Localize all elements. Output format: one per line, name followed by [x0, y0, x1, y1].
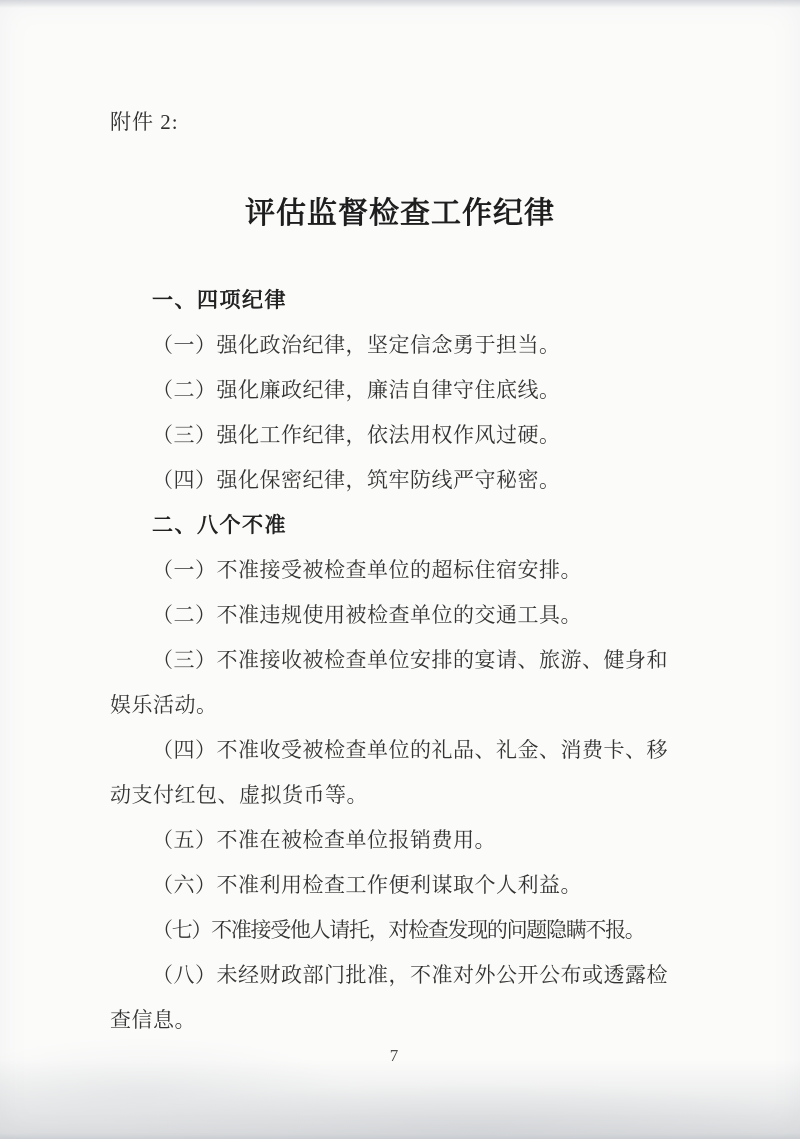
list-item-line: （七）不准接受他人请托，对检查发现的问题隐瞒不报。	[152, 918, 645, 942]
page-number: 7	[389, 1046, 399, 1065]
list-item-line: （三）不准接收被检查单位安排的宴请、旅游、健身和	[152, 648, 668, 672]
section-heading-four-disciplines: 一、四项纪律	[152, 289, 287, 312]
list-item-line: （八）未经财政部门批准，不准对外公开公布或透露检	[152, 963, 668, 987]
section-heading-eight-prohibitions: 二、八个不准	[152, 514, 287, 537]
list-item-line: （一）强化政治纪律，坚定信念勇于担当。	[152, 333, 561, 357]
list-item-line: （四）不准收受被检查单位的礼品、礼金、消费卡、移	[152, 738, 668, 762]
list-item-continuation-line: 娱乐活动。	[110, 693, 218, 717]
list-item-continuation-line: 动支付红包、虚拟货币等。	[110, 783, 368, 807]
document-body	[110, 278, 710, 1043]
list-item-line: （五）不准在被检查单位报销费用。	[152, 828, 496, 852]
list-item-continuation-line: 查信息。	[110, 1008, 196, 1032]
list-item-line: （六）不准利用检查工作便利谋取个人利益。	[152, 873, 582, 897]
list-item-line: （四）强化保密纪律，筑牢防线严守秘密。	[152, 468, 561, 492]
document-title: 评估监督检查工作纪律	[245, 197, 555, 230]
list-item-line: （一）不准接受被检查单位的超标住宿安排。	[152, 558, 582, 582]
list-item-line: （二）强化廉政纪律，廉洁自律守住底线。	[152, 378, 561, 402]
attachment-label: 附件 2:	[110, 110, 179, 134]
list-item-line: （二）不准违规使用被检查单位的交通工具。	[152, 603, 582, 627]
list-item-line: （三）强化工作纪律，依法用权作风过硬。	[152, 423, 561, 447]
